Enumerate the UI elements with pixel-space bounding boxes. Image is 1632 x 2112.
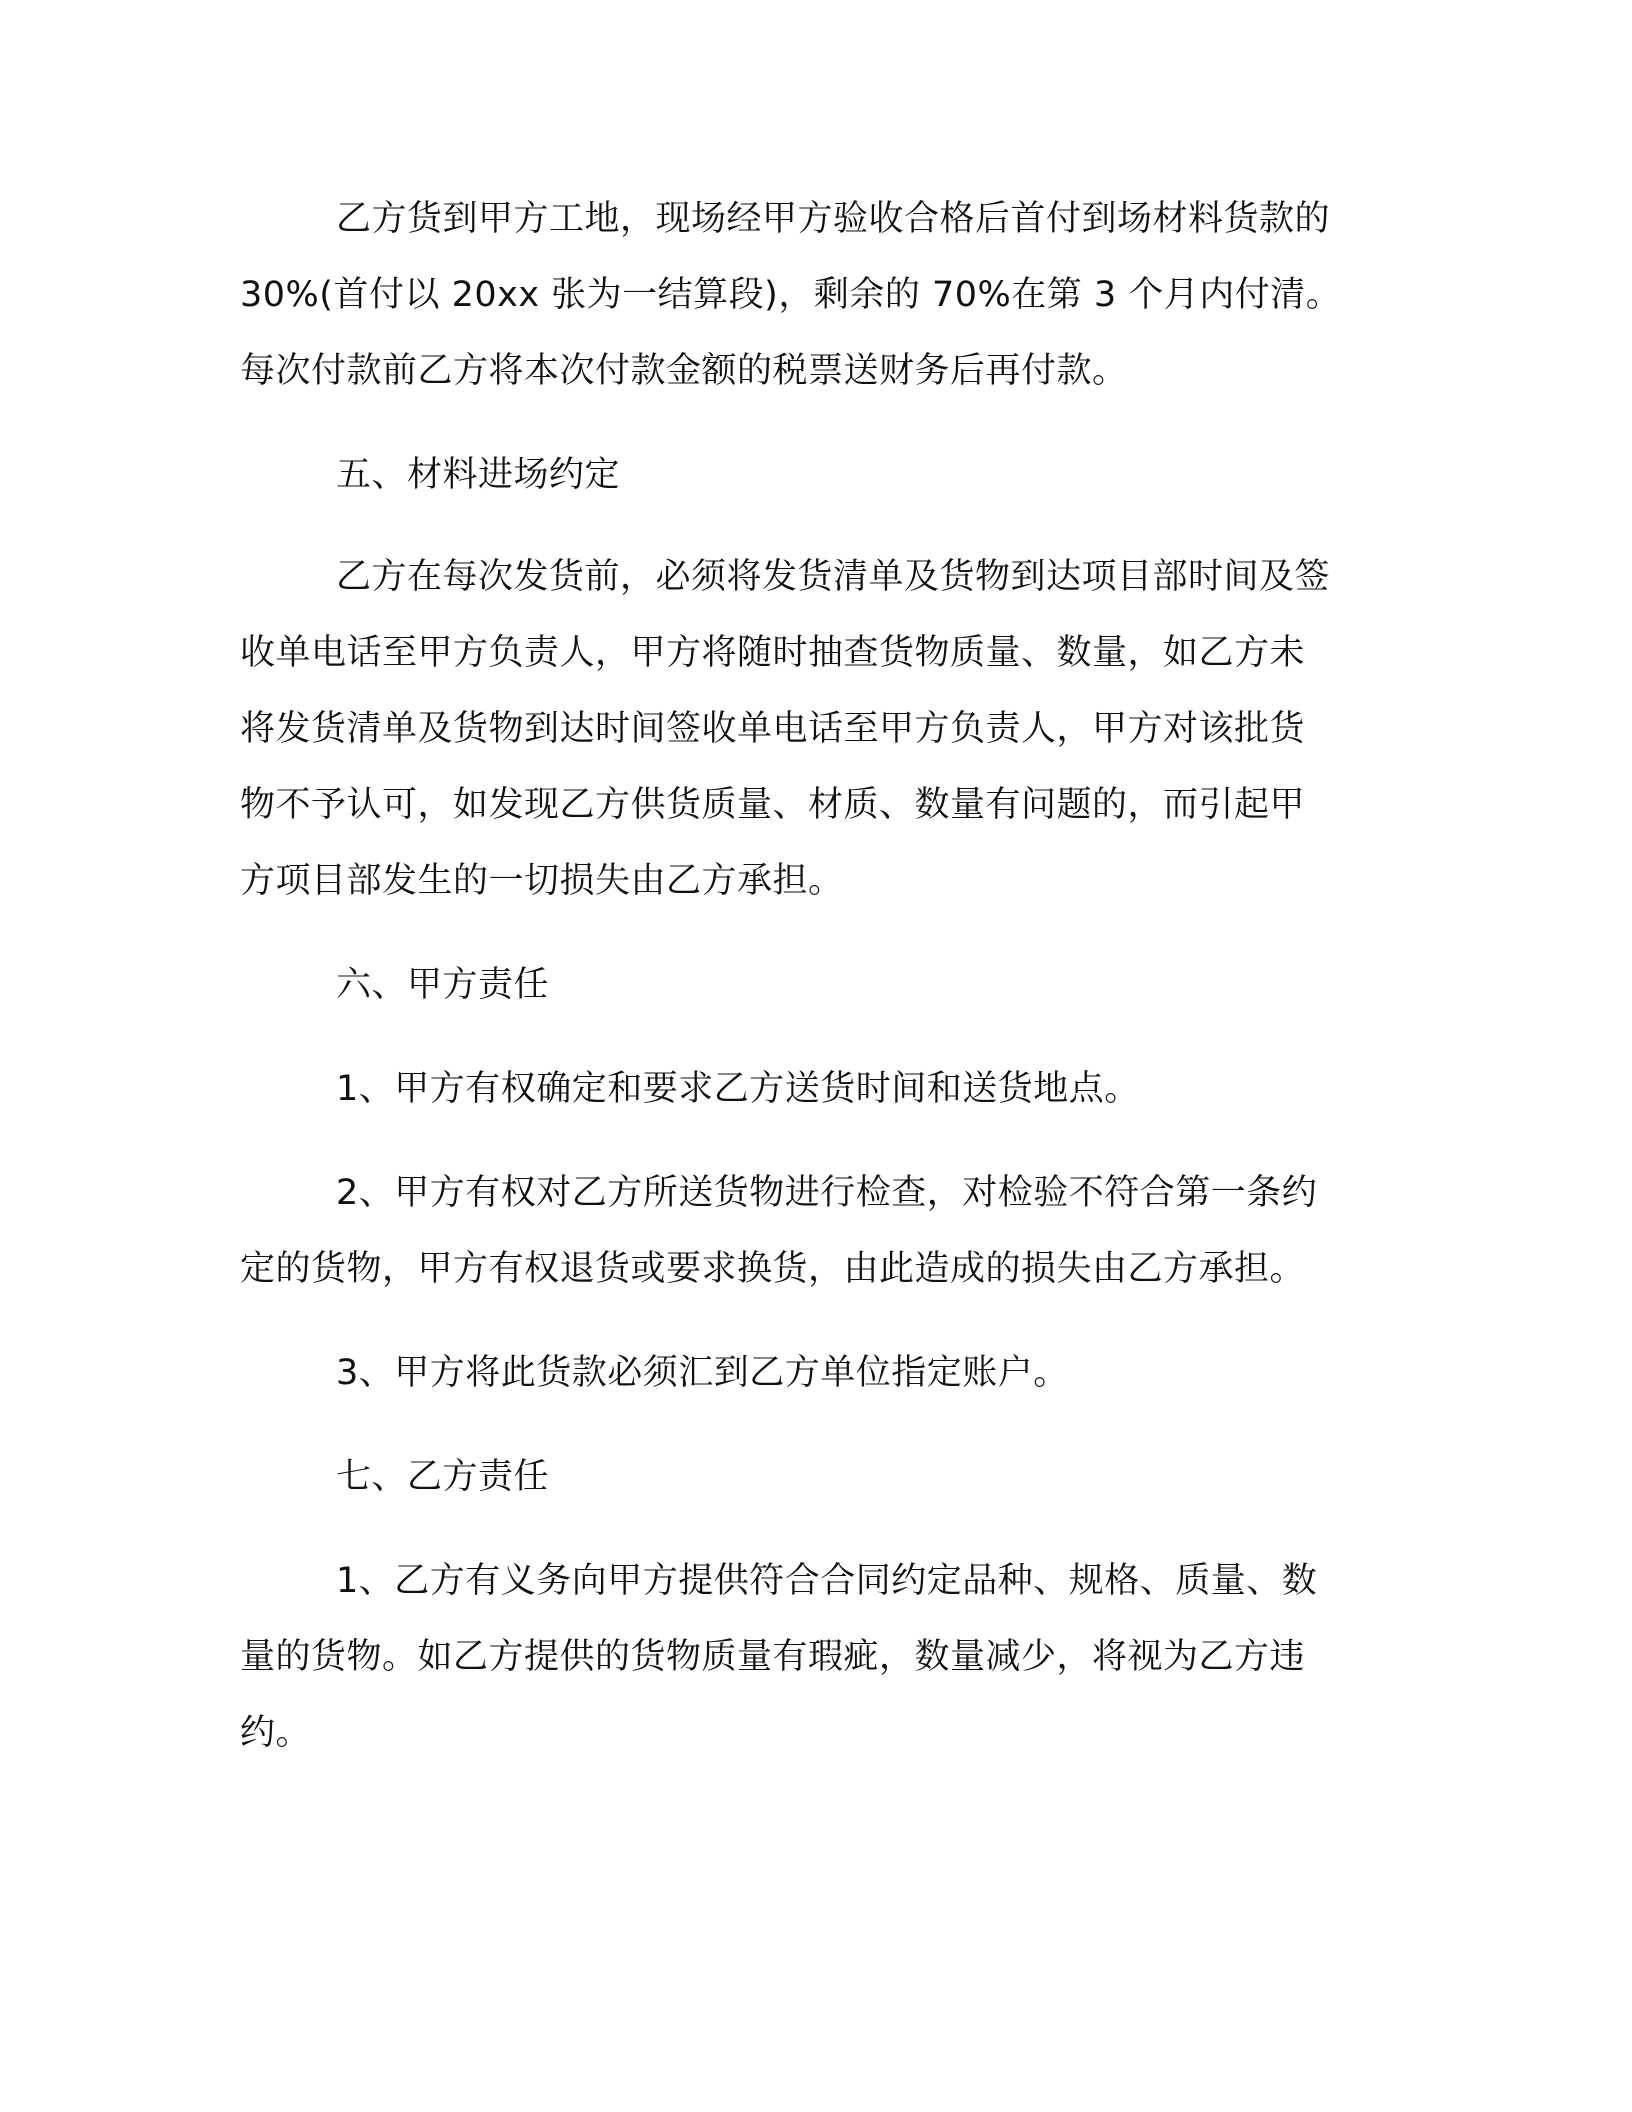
paragraph-payment-line-2: 30%(首付以 20xx 张为一结算段)，剩余的 70%在第 3 个月内付清。 bbox=[240, 275, 1342, 315]
paragraph-material-line-5: 方项目部发生的一切损失由乙方承担。 bbox=[240, 861, 844, 901]
section-heading-material-entry: 五、材料进场约定 bbox=[336, 455, 621, 495]
section-heading-party-a-duties: 六、甲方责任 bbox=[336, 965, 550, 1005]
clause-b-1-line-3: 约。 bbox=[240, 1713, 312, 1753]
clause-a-2-line-2: 定的货物，甲方有权退货或要求换货，由此造成的损失由乙方承担。 bbox=[240, 1249, 1306, 1289]
paragraph-material-line-1: 乙方在每次发货前，必须将发货清单及货物到达项目部时间及签 bbox=[336, 557, 1331, 597]
paragraph-material-line-2: 收单电话至甲方负责人，甲方将随时抽查货物质量、数量，如乙方未 bbox=[240, 633, 1306, 673]
paragraph-payment-line-1: 乙方货到甲方工地，现场经甲方验收合格后首付到场材料货款的 bbox=[336, 199, 1331, 239]
clause-a-1: 1、甲方有权确定和要求乙方送货时间和送货地点。 bbox=[336, 1069, 1140, 1109]
clause-b-1-line-1: 1、乙方有义务向甲方提供符合合同约定品种、规格、质量、数 bbox=[336, 1561, 1318, 1601]
paragraph-material-line-4: 物不予认可，如发现乙方供货质量、材质、数量有问题的，而引起甲 bbox=[240, 785, 1306, 825]
paragraph-material-line-3: 将发货清单及货物到达时间签收单电话至甲方负责人，甲方对该批货 bbox=[240, 709, 1306, 749]
clause-b-1-line-2: 量的货物。如乙方提供的货物质量有瑕疵，数量减少，将视为乙方违 bbox=[240, 1637, 1306, 1677]
clause-a-3: 3、甲方将此货款必须汇到乙方单位指定账户。 bbox=[336, 1353, 1069, 1393]
section-heading-party-b-duties: 七、乙方责任 bbox=[336, 1457, 550, 1497]
clause-a-2-line-1: 2、甲方有权对乙方所送货物进行检查，对检验不符合第一条约 bbox=[336, 1173, 1318, 1213]
paragraph-payment-line-3: 每次付款前乙方将本次付款金额的税票送财务后再付款。 bbox=[240, 351, 1128, 391]
